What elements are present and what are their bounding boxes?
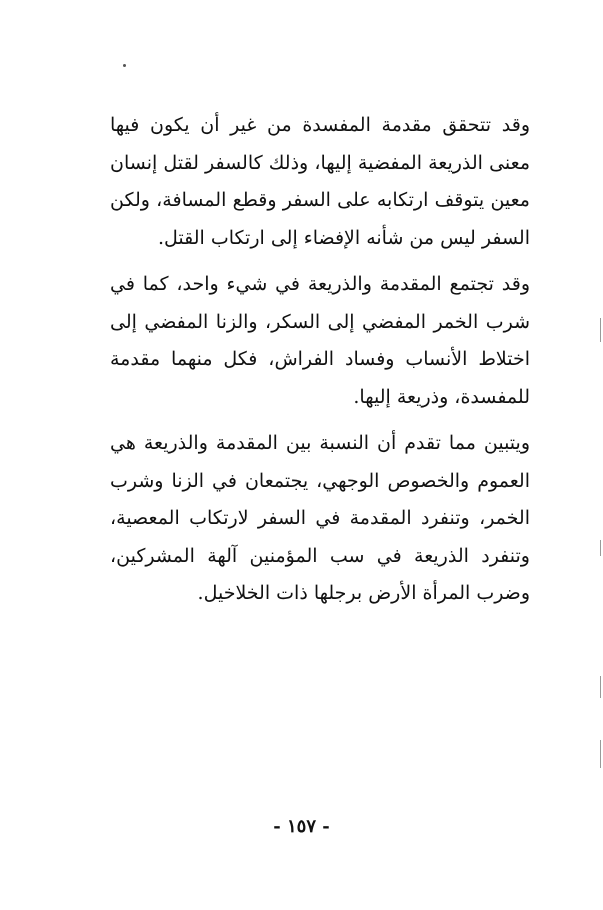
scan-edge-mark <box>600 540 601 556</box>
scan-edge-mark <box>600 676 601 698</box>
paragraph-1: وقد تتحقق مقدمة المفسدة من غير أن يكون فيها معنى الذريعة المفضية إليها، وذلك كالسفر لقتل إنسان معين يتوقف ارتكابه على السفر وقطع المسافة، ولكن السفر ليس من شأنه الإفضاء إلى ارتكاب القتل. <box>110 114 530 249</box>
paragraph-3: ويتبين مما تقدم أن النسبة بين المقدمة والذريعة هي العموم والخصوص الوجهي، يجتمعان في الزنا وشرب الخمر، وتنفرد المقدمة في السفر لارتكاب المعصية، وتنفرد الذريعة في سب المؤمنين آلهة المشركين، وضرب المرأة الأرض برجلها ذات الخلاخيل. <box>110 432 530 604</box>
scan-edge-mark <box>600 740 601 768</box>
paragraph-2: وقد تجتمع المقدمة والذريعة في شيء واحد، كما في شرب الخمر المفضي إلى السكر، والزنا المفضي إلى اختلاط الأنساب وفساد الفراش، فكل منهما مقدمة للمفسدة، وذريعة إليها. <box>110 273 530 408</box>
scan-speck <box>123 64 126 67</box>
scan-edge-mark <box>600 318 601 342</box>
page-number: - ١٥٧ - <box>273 816 330 837</box>
